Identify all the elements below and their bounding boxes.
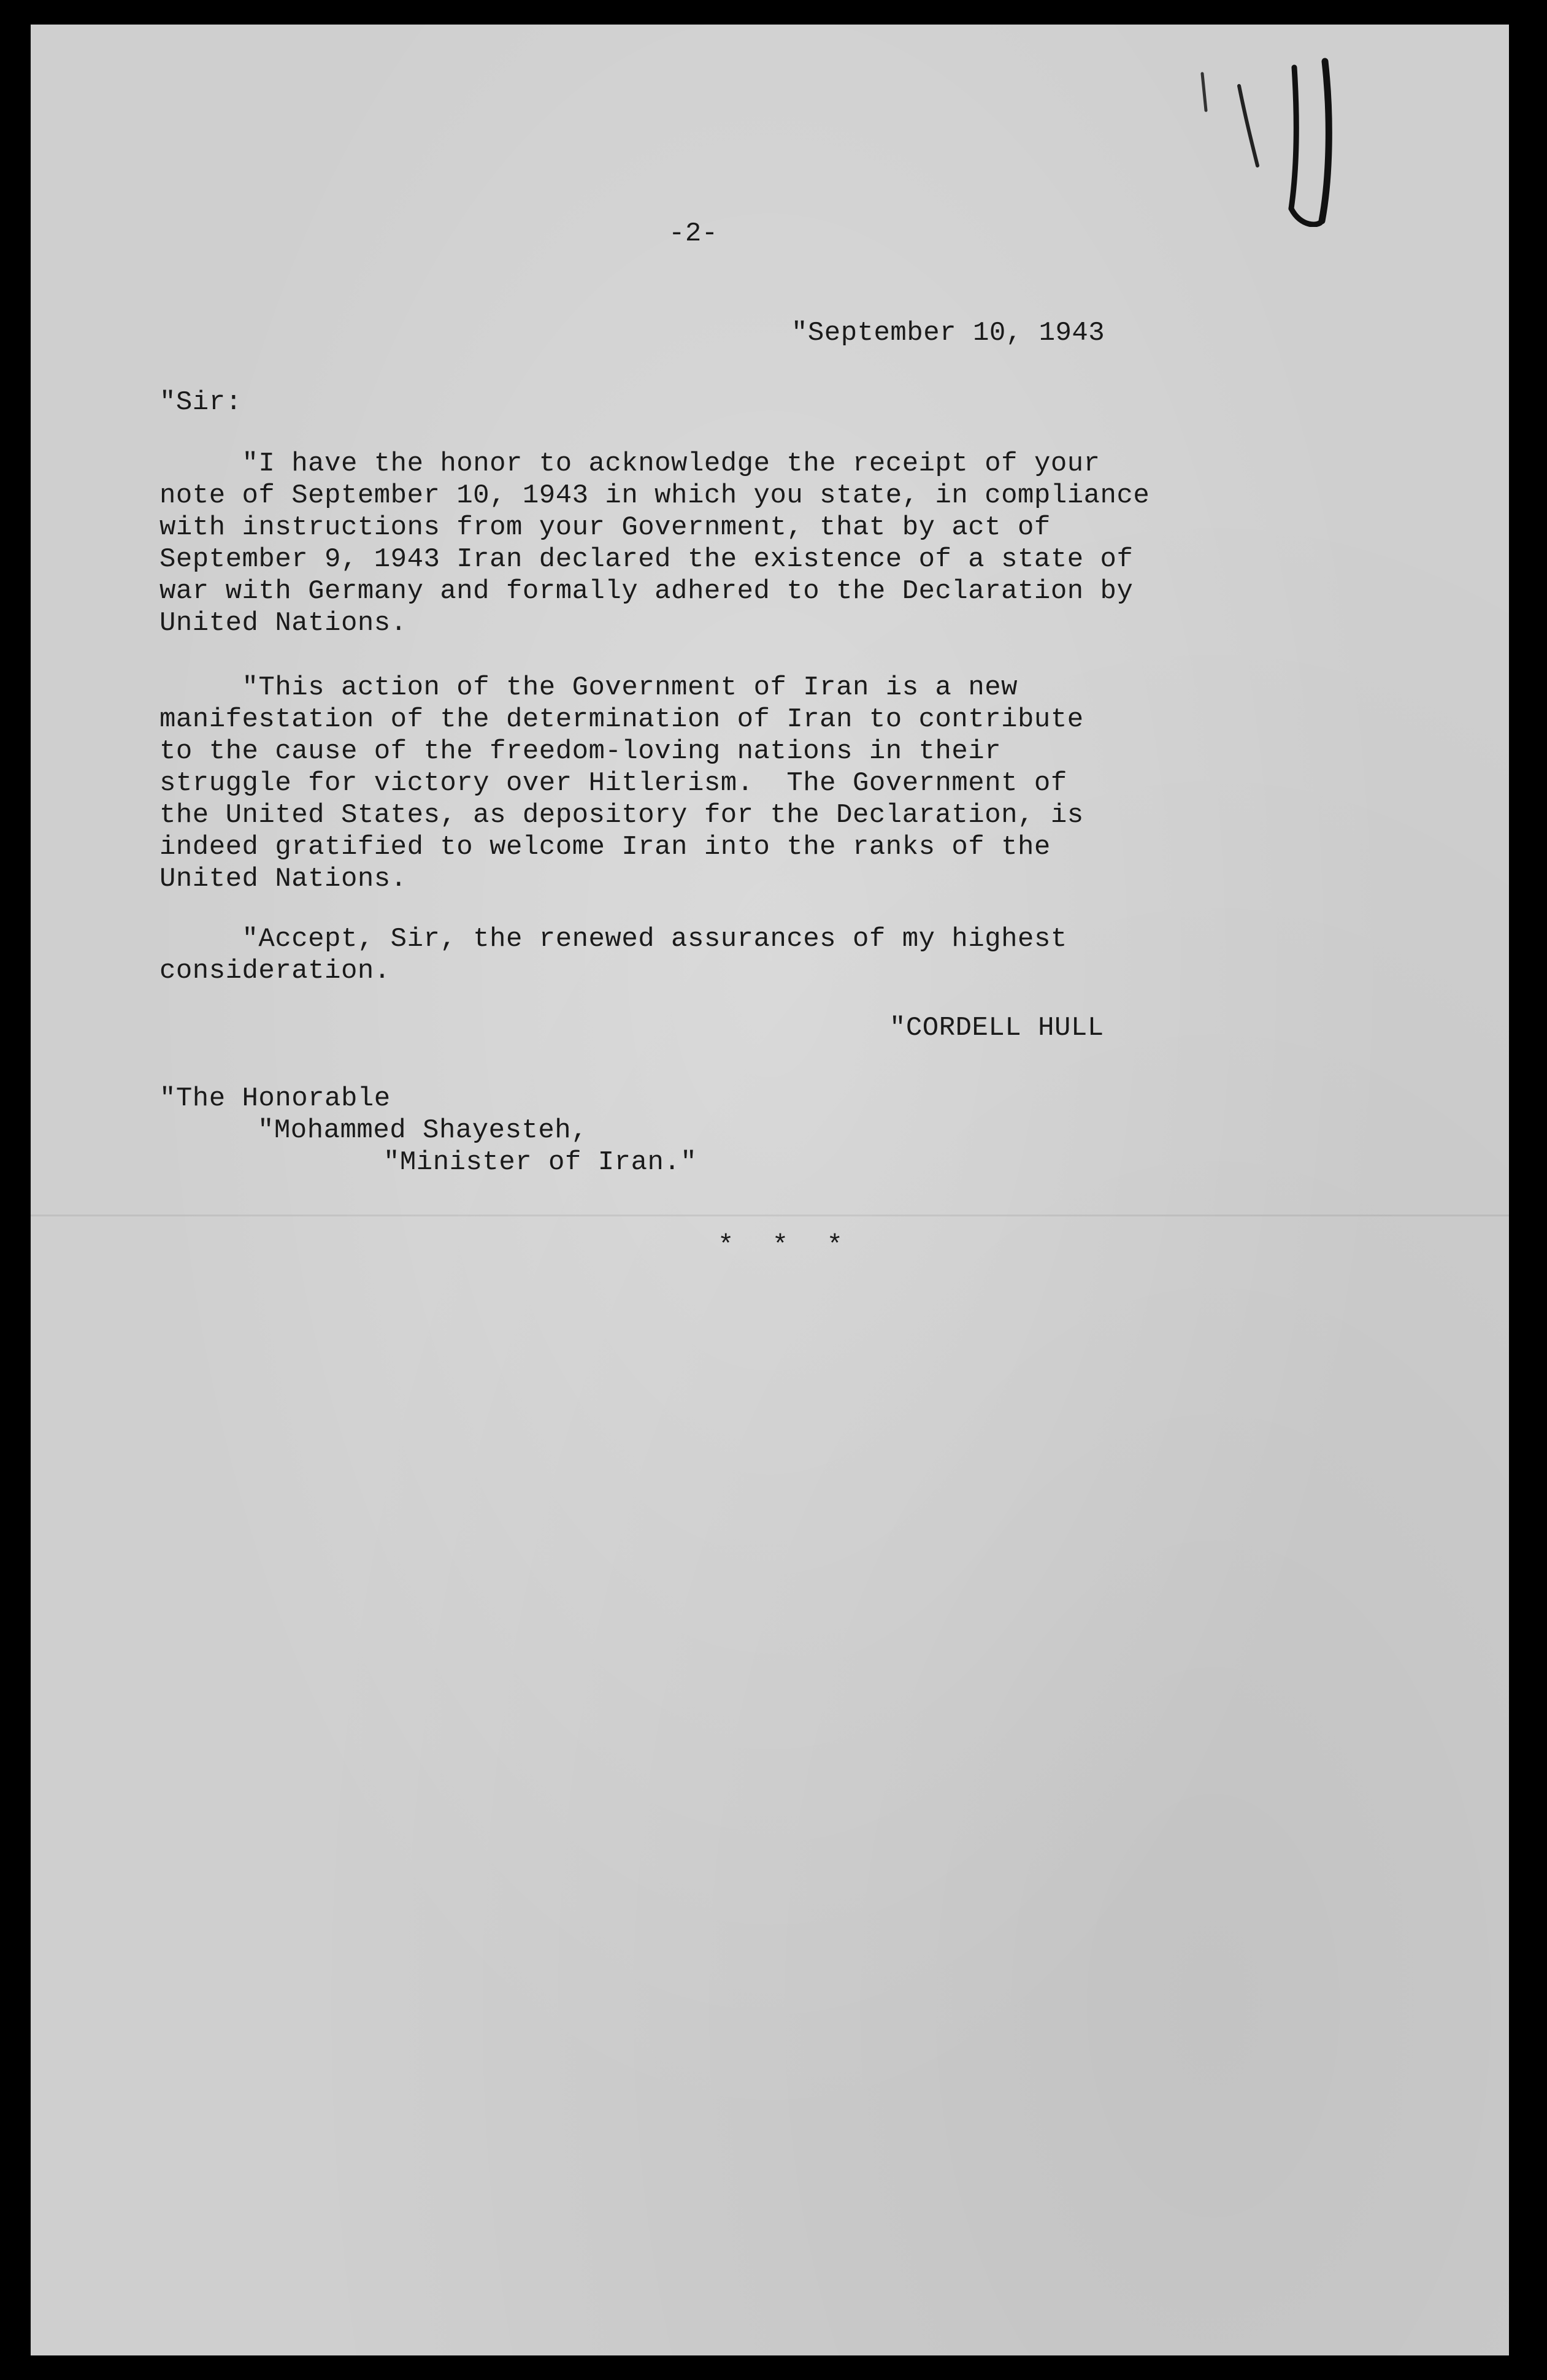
paragraph-welcome: "This action of the Government of Iran is a new manifestation of the determination of Iran to contribute to the cause of the freedom-loving nations in their struggle for victory over Hitlerism. The Government of the United States, as depository for the Declaration, is indeed gratified to welcome Iran into the ranks of the United Nations. [159, 672, 1084, 894]
salutation: "Sir: [159, 387, 242, 418]
letter-date: "September 10, 1943 [791, 318, 1105, 348]
signature: "CORDELL HULL [889, 1013, 1104, 1043]
paragraph-acknowledgement: "I have the honor to acknowledge the receipt of your note of September 10, 1943 in which you state, in compliance with instructions from your Government, that by act of September 9, 1943 Iran declared the existence of a state of war with Germany and formally adhered to the Declaration by United Nations. [159, 448, 1150, 639]
document-page [31, 25, 1509, 2355]
section-separator: * * * [718, 1230, 854, 1261]
addressee-line: "The Honorable [159, 1083, 391, 1114]
paragraph-closing: "Accept, Sir, the renewed assurances of my highest consideration. [159, 924, 1067, 986]
page-number: -2- [669, 218, 718, 249]
addressee-line: "Minister of Iran." [383, 1147, 697, 1178]
fold-line [31, 1215, 1509, 1216]
addressee-line: "Mohammed Shayesteh, [258, 1115, 588, 1146]
handwritten-mark-icon [1165, 43, 1349, 227]
